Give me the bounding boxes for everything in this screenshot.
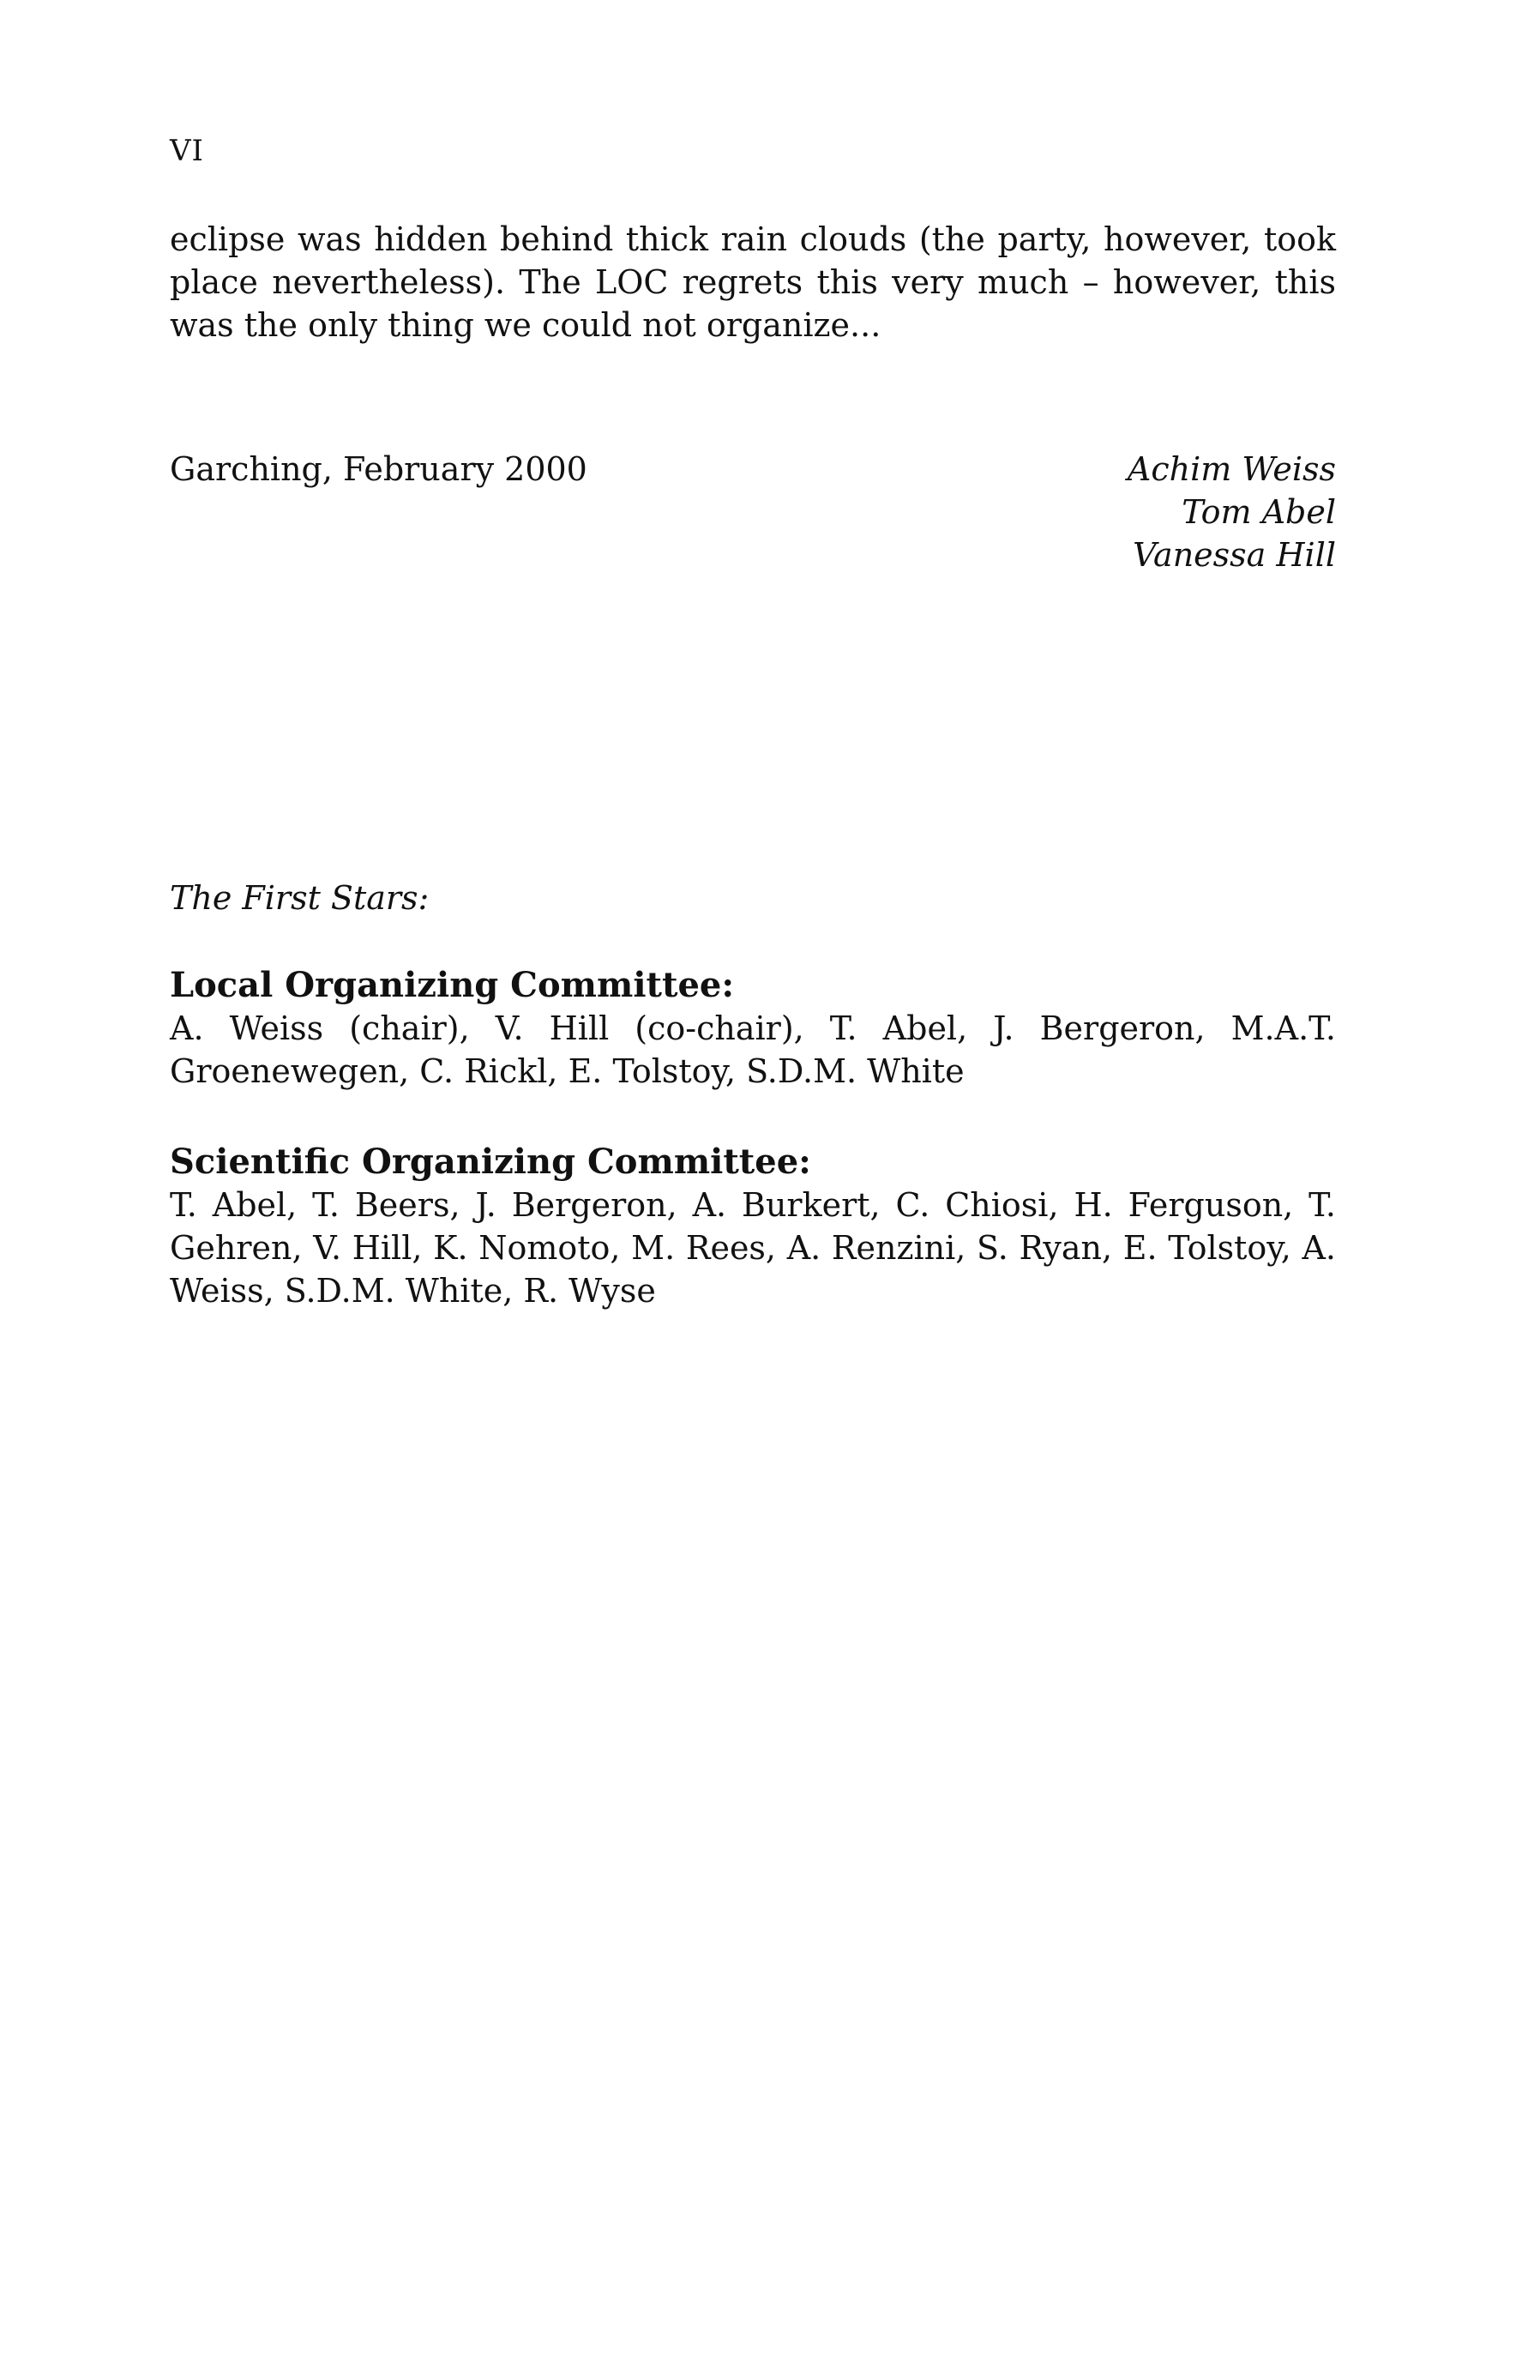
- local-committee-heading: Local Organizing Committee:: [170, 965, 735, 1005]
- closing-place-date: Garching, February 2000: [170, 450, 587, 488]
- local-organizing-committee: [170, 964, 1336, 1093]
- intro-paragraph-block: [170, 218, 1336, 346]
- local-committee-members: A. Weiss (chair), V. Hill (co-chair), T. Abel, J. Bergeron, M.A.T. Groenewegen, C. Rickl, E. Tolstoy, S.D.M. White: [170, 1009, 1336, 1090]
- scientific-committee-heading: Scientific Organizing Committee:: [170, 1142, 811, 1182]
- page-number: VI: [170, 134, 204, 168]
- signatory-name: Vanessa Hill: [1133, 536, 1336, 574]
- scientific-organizing-committee: [170, 1141, 1336, 1312]
- signatory-name: Tom Abel: [1182, 493, 1336, 531]
- scientific-committee-members: T. Abel, T. Beers, J. Bergeron, A. Burkert, C. Chiosi, H. Ferguson, T. Gehren, V. Hill, K. Nomoto, M. Rees, A. Renzini, S. Ryan, E. Tolstoy, A. Weiss, S.D.M. White, R. Wyse: [170, 1186, 1336, 1310]
- signatories: [1128, 448, 1336, 576]
- signatory-name: Achim Weiss: [1127, 450, 1336, 488]
- intro-paragraph: eclipse was hidden behind thick rain clouds (the party, however, took place nevertheless). The LOC regrets this very much – however, this was the only thing we could not organize...: [170, 220, 1336, 344]
- section-title: The First Stars:: [170, 879, 430, 917]
